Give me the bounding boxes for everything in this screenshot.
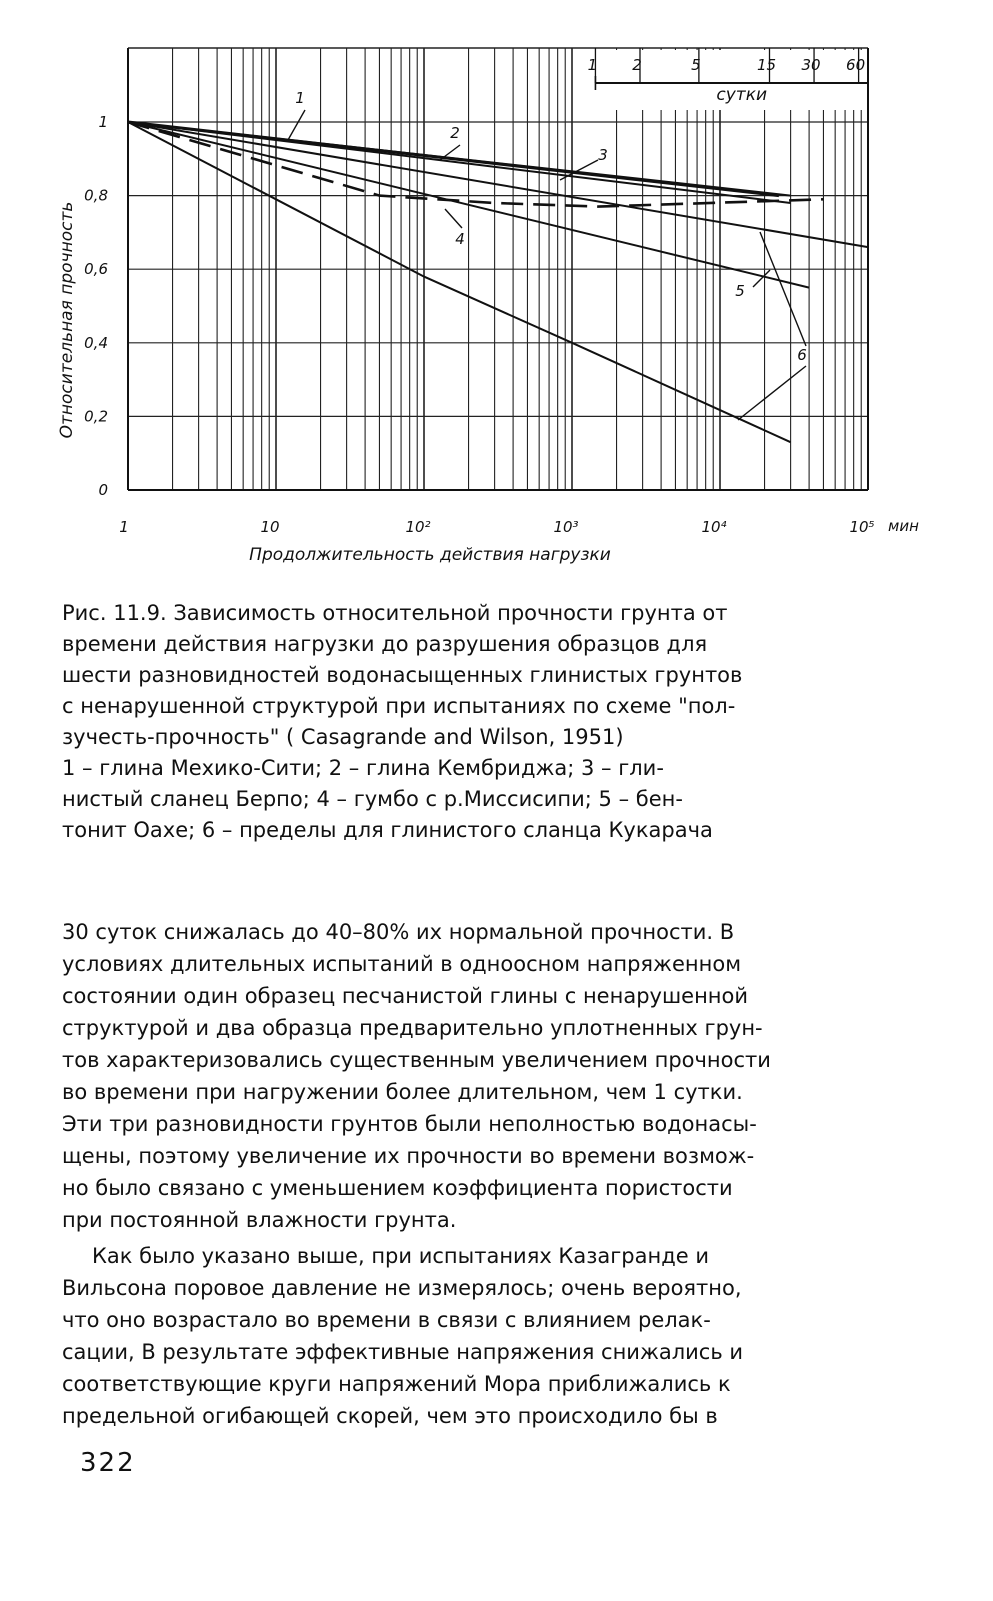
callout-leader <box>760 232 806 346</box>
callout-label: 5 <box>735 282 745 300</box>
x-tick-labels <box>119 518 874 536</box>
body-line: но было связано с уменьшением коэффициента пористости <box>62 1176 733 1200</box>
x-unit-label: мин <box>888 517 919 535</box>
secondary-time-axis <box>588 48 868 110</box>
caption-line: с ненарушенной структурой при испытаниях по схеме "пол- <box>62 694 736 718</box>
caption-line: нистый сланец Берпо; 4 – гумбо с р.Миссисипи; 5 – бен- <box>62 787 683 811</box>
body-text <box>62 916 942 1432</box>
body-line: Эти три разновидности грунтов были неполностью водонасы- <box>62 1112 757 1136</box>
caption-line: времени действия нагрузки до разрушения образцов для <box>62 632 708 656</box>
y-tick-label: 0,6 <box>84 260 108 279</box>
x-axis-title: Продолжительность действия нагрузки <box>249 545 611 565</box>
body-line: что оно возрастало во времени в связи с влиянием релак- <box>62 1308 711 1332</box>
y-tick-labels <box>84 113 108 499</box>
y-tick-label: 0 <box>98 481 108 499</box>
figure-caption <box>62 598 922 846</box>
caption-line: тонит Оахе; 6 – пределы для глинистого сланца Кукарача <box>62 818 713 842</box>
body-line: 30 суток снижалась до 40–80% их нормальной прочности. В <box>62 920 735 944</box>
x-tick-label: 10³ <box>553 518 579 536</box>
secondary-tick-label: 5 <box>691 56 701 74</box>
caption-line: зучесть-прочность" ( Casagrande and Wilson, 1951) <box>62 725 624 749</box>
y-tick-label: 1 <box>98 113 108 131</box>
series-5-line <box>128 122 868 247</box>
body-line: сации, В результате эффективные напряжения снижались и <box>62 1340 744 1364</box>
secondary-axis-title: сутки <box>716 85 768 105</box>
callout-label: 6 <box>797 346 807 364</box>
series-callouts <box>288 89 807 420</box>
secondary-tick-label: 15 <box>756 56 777 74</box>
callout-label: 2 <box>450 124 460 142</box>
x-tick-label: 10² <box>405 518 431 536</box>
x-tick-label: 10⁵ <box>849 518 875 536</box>
x-tick-label: 10⁴ <box>701 518 727 536</box>
callout-leader <box>445 209 462 228</box>
caption-line: 1 – глина Мехико-Сити; 2 – глина Кембриджа; 3 – гли- <box>62 756 664 780</box>
callout-label: 4 <box>455 230 465 248</box>
caption-line: Рис. 11.9. Зависимость относительной прочности грунта от <box>62 601 728 625</box>
secondary-tick-label: 1 <box>587 56 598 74</box>
chart <box>0 0 993 580</box>
secondary-tick-label: 30 <box>801 56 821 74</box>
x-tick-label: 1 <box>119 518 129 536</box>
y-tick-label: 0,2 <box>84 407 108 426</box>
callout-leader <box>738 366 806 420</box>
body-line: состоянии один образец песчанистой глины с ненарушенной <box>62 984 749 1008</box>
series-6-line <box>128 122 791 442</box>
body-line: предельной огибающей скорей, чем это происходило бы в <box>62 1404 718 1428</box>
caption-line: шести разновидностей водонасыщенных глинистых грунтов <box>62 663 743 687</box>
body-line: структурой и два образца предварительно уплотненных грун- <box>62 1016 763 1040</box>
secondary-tick-label: 60 <box>846 56 866 74</box>
y-axis-title: Относительная прочность <box>57 201 77 439</box>
body-line: во времени при нагружении более длительном, чем 1 сутки. <box>62 1080 743 1104</box>
body-line: условиях длительных испытаний в одноосном напряженном <box>62 952 742 976</box>
callout-label: 3 <box>598 146 608 164</box>
y-tick-label: 0,4 <box>84 333 108 352</box>
body-line: щены, поэтому увеличение их прочности во времени возмож- <box>62 1144 755 1168</box>
secondary-tick-label: 2 <box>632 56 642 74</box>
x-tick-label: 10 <box>260 518 280 536</box>
chart-grid <box>128 48 868 490</box>
callout-leader <box>288 110 305 140</box>
y-tick-label: 0,8 <box>84 186 108 205</box>
body-line: тов характеризовались существенным увеличением прочности <box>62 1048 771 1072</box>
body-line: при постоянной влажности грунта. <box>62 1208 457 1232</box>
callout-label: 1 <box>295 89 305 107</box>
body-line: Вильсона поровое давление не измерялось; очень вероятно, <box>62 1276 742 1300</box>
body-line: соответствующие круги напряжений Мора приближались к <box>62 1372 731 1396</box>
page-number: 322 <box>80 1448 136 1478</box>
body-line: Как было указано выше, при испытаниях Казагранде и <box>92 1244 709 1268</box>
